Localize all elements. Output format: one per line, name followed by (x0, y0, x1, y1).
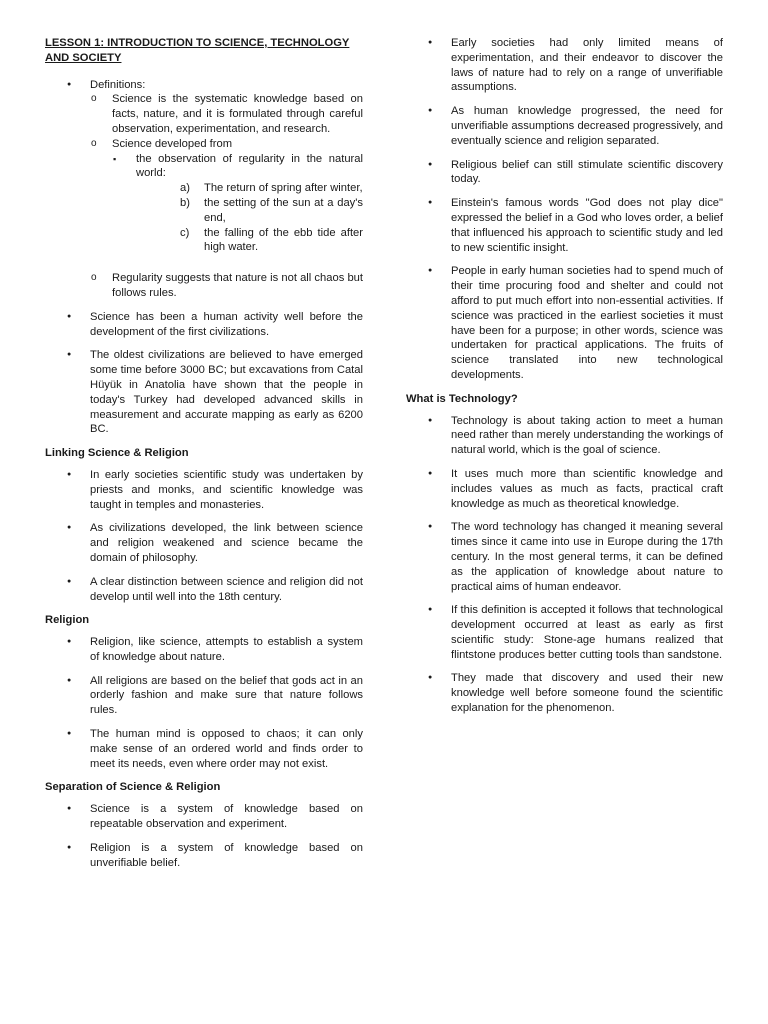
observation-text: the observation of regularity in the natural world: (136, 152, 363, 180)
definitions-label: Definitions: (90, 78, 146, 91)
right-list (406, 36, 723, 383)
religion-heading: Religion (45, 614, 90, 627)
example-marker: b) (180, 196, 190, 209)
list-item: ● Einstein's famous words "God does not play dice" expressed the belief in a God who loves order, a belief that influenced his approach to scientific study and led to new scientific insight. (406, 196, 723, 255)
linking-list (45, 468, 363, 604)
regularity-item: o Regularity suggests that nature is not all chaos but follows rules. (67, 271, 363, 301)
separation-heading: Separation of Science & Religion (45, 781, 221, 794)
list-item: ● As human knowledge progressed, the need for unverifiable assumptions decreased progressively, and eventually science and religion separated. (406, 104, 723, 148)
technology-list (406, 414, 723, 716)
examples-list (180, 181, 363, 255)
list-item: ● If this definition is accepted it follows that technological development occurred at least as early as first scientific study: Stone-age humans realized that flintstone produces better cutting tools than sandstone. (406, 603, 723, 662)
science-developed-from (67, 137, 363, 255)
example-text: the falling of the ebb tide after high water. (204, 226, 363, 254)
linking-heading: Linking Science & Religion (45, 447, 189, 460)
list-item: ● Technology is about taking action to meet a human need rather than merely understanding the workings of natural world, which is the goal of science. (406, 414, 723, 458)
developed-from-label: Science developed from (112, 137, 233, 150)
religion-list (45, 635, 363, 771)
example-marker: c) (180, 226, 190, 239)
list-item: ● They made that discovery and used their new knowledge well before someone found the scientific explanation for the phenomenon. (406, 671, 723, 715)
list-item: ● A clear distinction between science and religion did not develop until well into the 18th century. (45, 575, 363, 605)
example-item (180, 181, 363, 196)
separation-list (45, 802, 363, 870)
list-item: ● Science has been a human activity well before the development of the first civilizations. (45, 310, 363, 340)
example-item (180, 226, 363, 256)
definitions-item (45, 78, 363, 301)
lesson-title: LESSON 1: INTRODUCTION TO SCIENCE, TECHNOLOGY AND SOCIETY (45, 37, 350, 64)
example-marker: a) (180, 182, 190, 195)
list-item: ● In early societies scientific study was undertaken by priests and monks, and scientific knowledge was taught in temples and monasteries. (45, 468, 363, 512)
list-item: ● It uses much more than scientific knowledge and includes values as much as facts, practical craft knowledge as much as theoretical knowledge. (406, 467, 723, 511)
list-item: ● The word technology has changed it meaning several times since it came into use in Europe during the 17th century. In the most general terms, it can be defined as the application of knowledge about nature to practical aims of human endeavor. (406, 520, 723, 594)
right-column (406, 36, 723, 725)
list-item: ● Religion, like science, attempts to establish a system of knowledge about nature. (45, 635, 363, 665)
list-item: ● The human mind is opposed to chaos; it can only make sense of an ordered world and finds order to meet its needs, even where order may not exist. (45, 727, 363, 771)
science-definition: o Science is the systematic knowledge based on facts, nature, and it is formulated through careful observation, experimentation, and research. (67, 92, 363, 136)
example-item (180, 196, 363, 226)
definitions-sublist (90, 92, 363, 300)
observation-list (112, 152, 363, 256)
technology-heading: What is Technology? (406, 392, 518, 405)
list-item: ● Religion is a system of knowledge based on unverifiable belief. (45, 841, 363, 871)
list-item: ● Science is a system of knowledge based on repeatable observation and experiment. (45, 802, 363, 832)
list-item: ● All religions are based on the belief that gods act in an orderly fashion and make sure that nature follows rules. (45, 674, 363, 718)
list-item: ● Early societies had only limited means of experimentation, and their endeavor to discover the laws of nature had to rely on a range of unverifiable assumptions. (406, 36, 723, 95)
observation-item (112, 152, 363, 256)
list-item: ● The oldest civilizations are believed to have emerged some time before 3000 BC; but excavations from Catal Hüyük in Anatolia have shown that the people in today's Turkey had developed advanced skills in measurement and accurate mapping as early as 6200 BC. (45, 348, 363, 437)
list-item: ● Religious belief can still stimulate scientific discovery today. (406, 158, 723, 188)
list-item: ● People in early human societies had to spend much of their time procuring food and shelter and could not afford to put much effort into non-essential activities. If science was practiced in the earliest societies it must have been for a purpose; in other words, science was undertaken for practical applications. The fruits of science translated into new technological developments. (406, 264, 723, 382)
left-column (45, 36, 363, 879)
example-text: the setting of the sun at a day's end, (204, 196, 363, 224)
example-text: The return of spring after winter, (204, 182, 363, 195)
definitions-list (45, 78, 363, 438)
list-item: ● As civilizations developed, the link between science and religion weakened and science became the domain of philosophy. (45, 521, 363, 565)
